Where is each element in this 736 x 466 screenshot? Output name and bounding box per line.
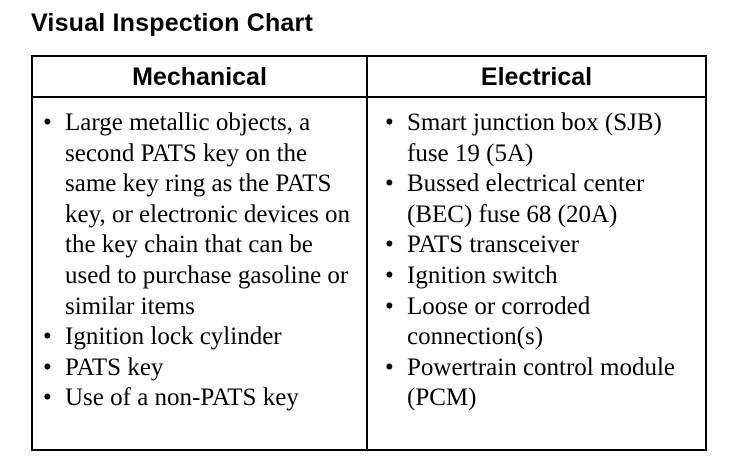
list-item bbox=[368, 353, 705, 414]
list-item-text: Ignition lock cylinder bbox=[65, 323, 282, 351]
electrical-column bbox=[368, 57, 705, 449]
list-item-text: Use of a non-PATS key bbox=[65, 384, 299, 412]
bullet-icon: • bbox=[385, 170, 394, 198]
list-item-text: Ignition switch bbox=[407, 261, 558, 289]
bullet-icon: • bbox=[43, 384, 52, 412]
mechanical-header: Mechanical bbox=[33, 57, 366, 98]
list-item bbox=[33, 108, 366, 322]
bullet-icon: • bbox=[43, 323, 52, 351]
bullet-icon: • bbox=[385, 261, 394, 289]
list-item bbox=[368, 169, 705, 230]
electrical-header: Electrical bbox=[368, 57, 705, 98]
bullet-icon: • bbox=[43, 353, 52, 381]
bullet-icon: • bbox=[385, 109, 394, 136]
list-item bbox=[368, 292, 705, 353]
list-item-text: PATS transceiver bbox=[407, 231, 579, 259]
electrical-list bbox=[368, 98, 705, 414]
list-item-text: Large metallic objects, a second PATS key on the same key ring as the PATS key, or electronic devices on the key chain that can be used to purchase gasoline or similar items bbox=[65, 109, 351, 320]
list-item bbox=[368, 108, 705, 169]
list-item bbox=[368, 230, 705, 261]
list-item-text: Loose or corroded connection(s) bbox=[407, 292, 591, 351]
chart-title: Visual Inspection Chart bbox=[31, 9, 313, 37]
bullet-icon: • bbox=[385, 292, 394, 320]
mechanical-column bbox=[33, 57, 368, 449]
list-item-text: Powertrain control module (PCM) bbox=[407, 353, 675, 412]
visual-inspection-table bbox=[31, 55, 707, 451]
bullet-icon: • bbox=[43, 109, 52, 136]
list-item-text: Smart junction box (SJB) fuse 19 (5A) bbox=[407, 109, 662, 167]
list-item bbox=[33, 353, 366, 384]
mechanical-list bbox=[33, 98, 366, 414]
list-item-text: Bussed electrical center (BEC) fuse 68 (20A) bbox=[407, 170, 645, 228]
list-item bbox=[33, 383, 366, 414]
bullet-icon: • bbox=[385, 231, 394, 259]
bullet-icon: • bbox=[385, 353, 394, 381]
list-item-text: PATS key bbox=[65, 353, 164, 381]
list-item bbox=[368, 261, 705, 292]
list-item bbox=[33, 322, 366, 353]
